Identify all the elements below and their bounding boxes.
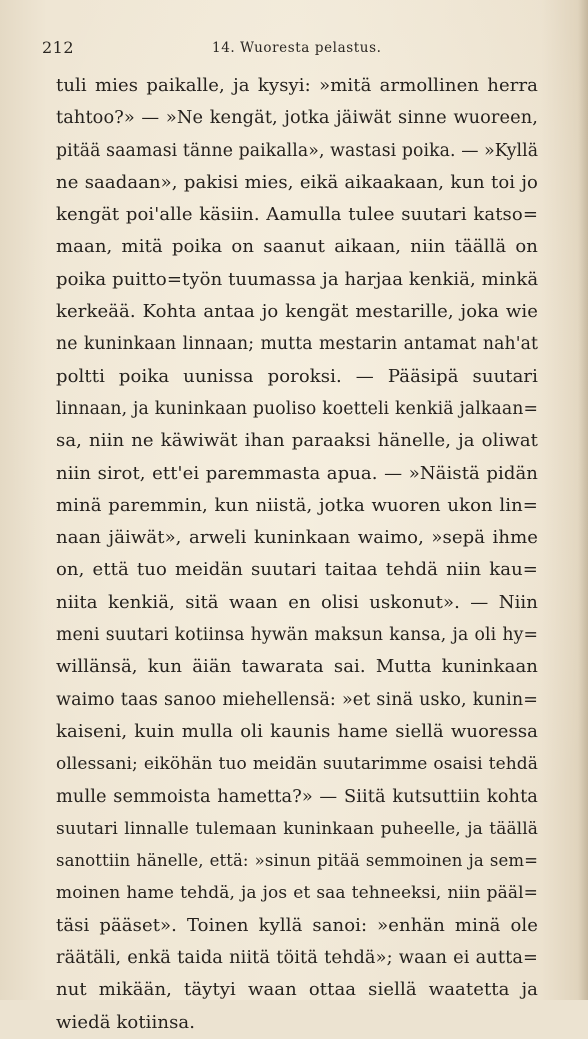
text-line: kengät poi'alle käsiin. Aamulla tulee suutari katso= — [56, 204, 538, 226]
page-number: 212 — [42, 38, 75, 57]
text-line: niita kenkiä, sitä waan en olisi uskonut». — Niin — [56, 591, 538, 613]
text-line: meni suutari kotiinsa hywän maksun kansa, ja oli hy= — [56, 625, 538, 646]
text-line: minä paremmin, kun niistä, jotka wuoren ukon lin= — [56, 494, 538, 516]
text-line: ne saadaan», pakisi mies, eikä aikaakaan, kun toi jo — [56, 171, 538, 193]
text-line: poltti poika uunissa poroksi. — Pääsipä suutari — [56, 365, 538, 387]
text-line: niin sirot, ett'ei paremmasta apua. — »Näistä pidän — [56, 462, 538, 484]
text-line: ollessani; eiköhän tuo meidän suutarimme osaisi tehdä — [56, 754, 538, 775]
text-line: maan, mitä poika on saanut aikaan, niin täällä on — [56, 236, 538, 258]
text-line: täsi pääset». Toinen kyllä sanoi: »enhän minä ole — [56, 914, 538, 936]
text-line: tuli mies paikalle, ja kysyi: »mitä armollinen herra — [56, 75, 538, 96]
text-line: kaiseni, kuin mulla oli kaunis hame siellä wuoressa — [56, 720, 538, 742]
text-line: waimo taas sanoo miehellensä: »et sinä usko, kunin= — [56, 689, 538, 710]
text-line: nut mikään, täytyi waan ottaa siellä waatetta ja — [56, 979, 538, 1001]
page-header — [42, 38, 538, 60]
page-edge-shadow — [578, 0, 588, 1000]
text-line: sanottiin hänelle, että: »sinun pitää semmoinen ja sem= — [56, 851, 538, 871]
text-line: moinen hame tehdä, ja jos et saa tehneeksi, niin pääl= — [56, 883, 538, 904]
running-head: 14. Wuoresta pelastus. — [212, 40, 382, 56]
text-line: linnaan, ja kuninkaan puoliso koetteli kenkiä jalkaan= — [56, 398, 538, 419]
text-line: poika puitto=työn tuumassa ja harjaa kenkiä, minkä — [56, 268, 539, 290]
text-line: pitää saamasi tänne paikalla», wastasi poika. — »Kyllä — [56, 140, 539, 161]
text-line: suutari linnalle tulemaan kuninkaan puheelle, ja täällä — [56, 818, 538, 839]
text-line: kerkeää. Kohta antaa jo kengät mestarille, joka wie — [56, 301, 538, 323]
text-line: willänsä, kun äiän tawarata sai. Mutta kuninkaan — [56, 656, 538, 678]
text-line: räätäli, enkä taida niitä töitä tehdä»; waan ei autta= — [56, 948, 538, 969]
text-line: wiedä kotiinsa. — [56, 1011, 196, 1033]
text-line: mulle semmoista hametta?» — Siitä kutsuttiin kohta — [56, 786, 538, 807]
body-text — [56, 70, 538, 1039]
text-line: sa, niin ne käwiwät ihan paraaksi hänelle, ja oliwat — [56, 430, 538, 452]
text-line: ne kuninkaan linnaan; mutta mestarin antamat nah'at — [56, 334, 538, 355]
text-line: tahtoo?» — »Ne kengät, jotka jäiwät sinne wuoreen, — [56, 108, 538, 129]
text-line: naan jäiwät», arweli kuninkaan waimo, »sepä ihme — [56, 527, 538, 549]
text-line: on, että tuo meidän suutari taitaa tehdä niin kau= — [56, 559, 538, 581]
